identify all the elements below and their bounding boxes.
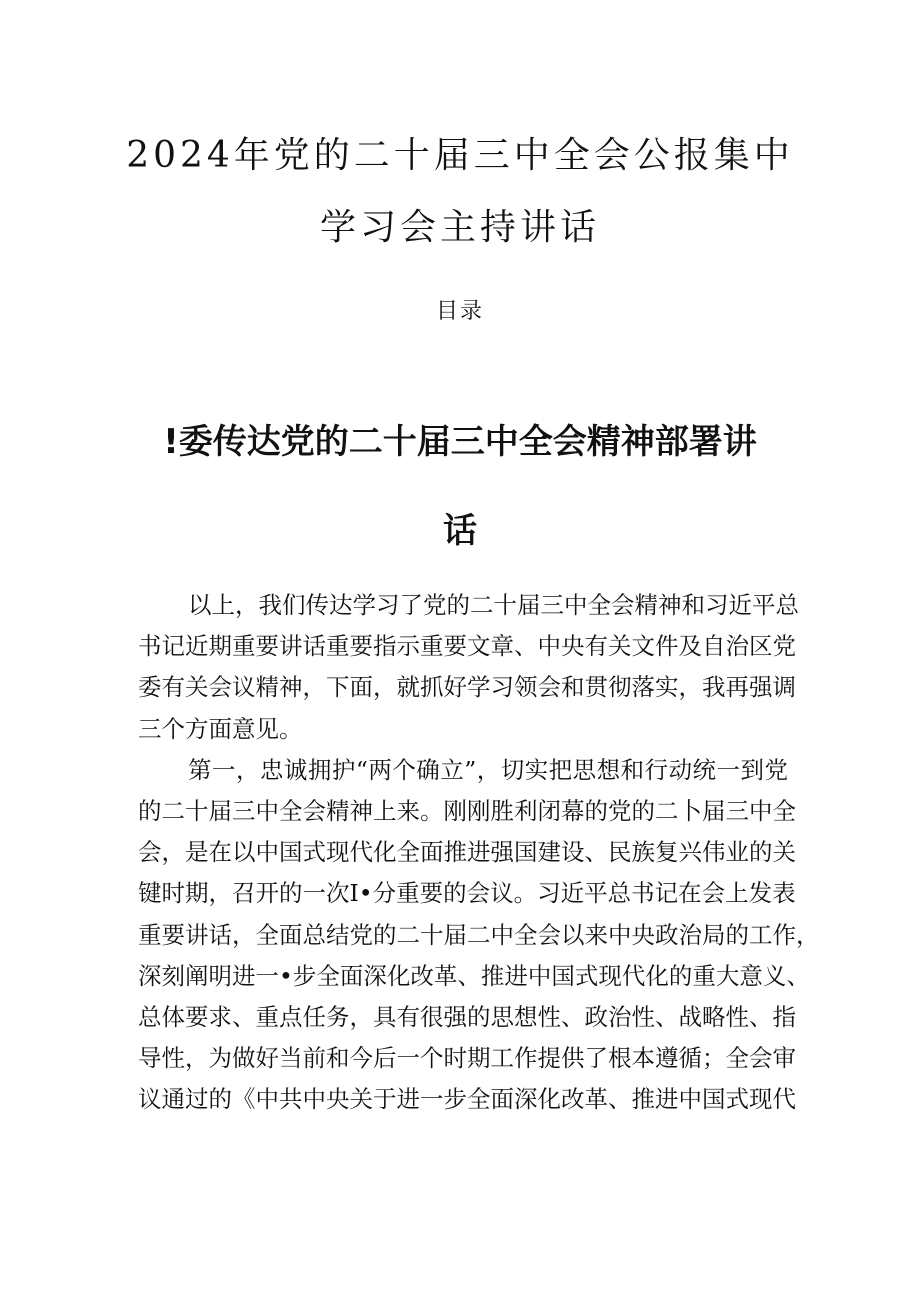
paragraph-line: 导性，为做好当前和今后一个时期工作提供了根本遵循；全会审 <box>138 1044 796 1073</box>
paragraph-line: 总体要求、重点任务，具有很强的思想性、政治性、战略性、指 <box>138 1002 796 1031</box>
paragraph-line: 书记近期重要讲话重要指示重要文章、中央有关文件及自治区党 <box>138 632 796 661</box>
paragraph-line: 键时期，召开的一次I•分重要的会议。习近平总书记在会上发表 <box>138 879 796 908</box>
paragraph-line: 以上，我们传达学习了党的二十届三中全会精神和习近平总 <box>188 591 799 619</box>
paragraph-line: 深刻阐明进一•步全面深化改革、推进中国式现代化的重大意义、 <box>138 961 810 990</box>
paragraph-line: 议通过的《中共中央关于进一步全面深化改革、推进中国式现代 <box>138 1085 796 1114</box>
document-title-line-2: 学习会主持讲话 <box>319 207 600 248</box>
table-of-contents-label: 目录 <box>435 299 484 324</box>
paragraph-line: 第一，忠诚拥护“两个确立”，切实把思想和行动统一到党 <box>188 755 788 784</box>
paragraph-line: 会，是在以中国式现代化全面推进强国建设、民族复兴伟业的关 <box>138 838 796 867</box>
section-heading-line-1: !委传达党的二十届三中全会精神部署讲 <box>163 422 757 462</box>
document-title-line-1: 2024年党的二十届三中全会公报集中 <box>126 135 794 176</box>
paragraph-line: 委有关会议精神，下面，就抓好学习领会和贯彻落实，我再强调 <box>138 673 796 702</box>
section-heading-line-2: 话 <box>443 511 477 551</box>
paragraph-2 <box>138 750 820 1121</box>
paragraph-line: 的二十届三中全会精神上来。刚刚胜利闭幕的党的二卜届三中全 <box>138 796 796 825</box>
paragraph-line: 三个方面意见。 <box>138 714 303 743</box>
paragraph-line: 重要讲话，全面总结党的二十届二中全会以来中央政治局的工作， <box>138 920 820 949</box>
body-text <box>138 585 820 1120</box>
paragraph-1 <box>138 585 799 750</box>
